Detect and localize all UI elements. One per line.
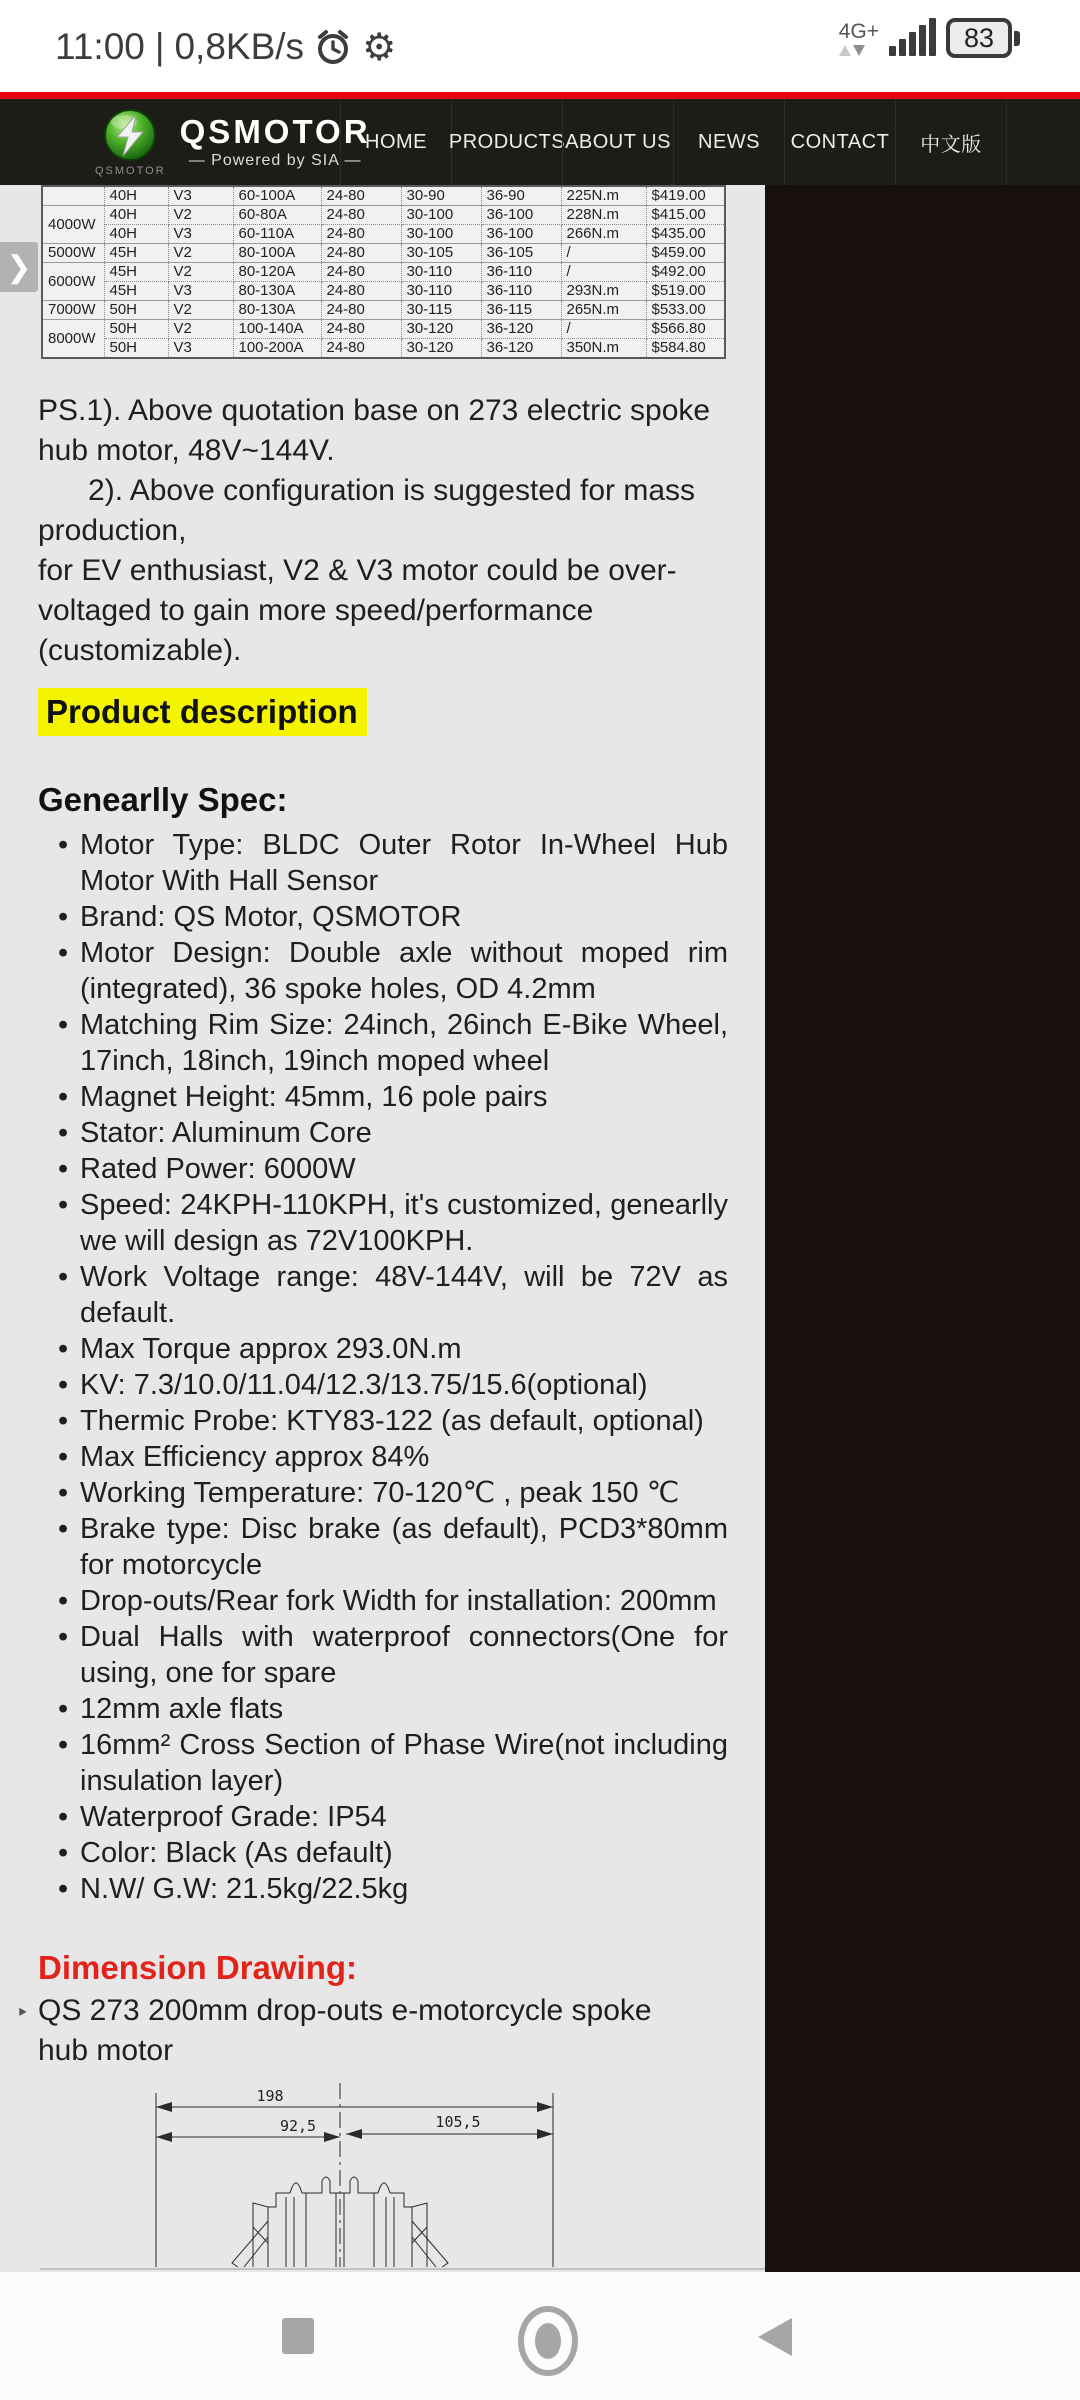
spec-item: • Motor Design: Double axle without moped rim (integrated), 36 spoke holes, OD 4.2mm: [38, 935, 728, 1007]
table-cell: 24-80: [321, 225, 401, 244]
offscreen-dark-panel: [765, 185, 1080, 2272]
hub-motor-dimension-drawing: [120, 2081, 680, 2267]
quotation-table-body: [42, 186, 725, 358]
table-cell: 266N.m: [561, 225, 646, 244]
page-bottom-edge: [40, 2268, 765, 2270]
data-traffic-arrows-icon: [839, 45, 865, 56]
table-row: [42, 282, 725, 301]
table-cell: 60-100A: [233, 186, 321, 206]
table-cell: 80-130A: [233, 301, 321, 320]
dim-right-label: 105,5: [435, 2113, 481, 2131]
spec-item: • Rated Power: 6000W: [38, 1151, 728, 1187]
network-speed: 0,8KB/s: [174, 26, 305, 67]
table-cell: 40H: [104, 186, 168, 206]
table-cell: 24-80: [321, 263, 401, 282]
dimension-drawing-heading: Dimension Drawing:: [38, 1949, 358, 1986]
settings-gear-icon: ⚙: [362, 25, 397, 69]
table-cell: V2: [168, 301, 233, 320]
table-cell: 45H: [104, 282, 168, 301]
spec-item: • Speed: 24KPH-110KPH, it's customized, genearlly we will design as 72V100KPH.: [38, 1187, 728, 1259]
back-button[interactable]: [758, 2318, 792, 2356]
table-cell: 60-80A: [233, 206, 321, 225]
table-cell: 24-80: [321, 282, 401, 301]
table-cell: $459.00: [646, 244, 725, 263]
table-cell: V2: [168, 263, 233, 282]
table-cell: 228N.m: [561, 206, 646, 225]
table-row: [42, 320, 725, 339]
table-cell: 36-105: [481, 244, 561, 263]
table-row: [42, 263, 725, 282]
table-cell-power: [42, 186, 104, 206]
table-cell: 30-105: [401, 244, 481, 263]
status-bar: [0, 0, 1080, 92]
table-cell: 36-100: [481, 206, 561, 225]
spec-item: • Dual Halls with waterproof connectors(One for using, one for spare: [38, 1619, 728, 1691]
table-cell: 30-100: [401, 225, 481, 244]
table-cell-power: 6000W: [42, 263, 104, 301]
signal-strength-icon: [889, 18, 936, 56]
spec-item: • Brand: QS Motor, QSMOTOR: [38, 899, 728, 935]
table-row: [42, 225, 725, 244]
recents-button[interactable]: [282, 2318, 314, 2354]
general-spec-heading: Genearlly Spec:: [38, 781, 288, 818]
table-cell: 24-80: [321, 186, 401, 206]
table-cell-power: 7000W: [42, 301, 104, 320]
table-cell: V2: [168, 320, 233, 339]
table-cell: $519.00: [646, 282, 725, 301]
ps-paragraph: PS.1). Above quotation base on 273 electric spoke hub motor, 48V~144V.: [38, 394, 719, 467]
table-cell: $533.00: [646, 301, 725, 320]
page-content: [0, 185, 1080, 2272]
table-cell: $419.00: [646, 186, 725, 206]
spec-item: • 16mm² Cross Section of Phase Wire(not including insulation layer): [38, 1727, 728, 1799]
table-cell: 30-100: [401, 206, 481, 225]
spec-item: • Working Temperature: 70-120℃ , peak 150 ℃: [38, 1475, 728, 1511]
table-cell: 100-200A: [233, 339, 321, 359]
table-cell: 50H: [104, 320, 168, 339]
brand-name: QSMOTOR: [179, 112, 371, 150]
spec-item: • Work Voltage range: 48V-144V, will be 72V as default.: [38, 1259, 728, 1331]
table-row: [42, 206, 725, 225]
table-cell: 265N.m: [561, 301, 646, 320]
table-row: [42, 244, 725, 263]
spec-item: • N.W/ G.W: 21.5kg/22.5kg: [38, 1871, 728, 1907]
table-cell: 24-80: [321, 206, 401, 225]
quotation-table: [41, 185, 726, 359]
spec-item: • Brake type: Disc brake (as default), PCD3*80mm for motorcycle: [38, 1511, 728, 1583]
ps-notes: [38, 391, 730, 671]
table-cell: 36-100: [481, 225, 561, 244]
table-cell: 36-115: [481, 301, 561, 320]
network-type-label: 4G+: [838, 20, 879, 43]
nav-item-about-us[interactable]: ABOUT US: [562, 99, 673, 185]
spec-list: [38, 827, 728, 1907]
table-cell: 40H: [104, 206, 168, 225]
dim-total-label: 198: [256, 2087, 284, 2105]
table-cell: 60-110A: [233, 225, 321, 244]
clock-time: 11:00: [55, 26, 145, 67]
table-cell: 45H: [104, 244, 168, 263]
table-cell: /: [561, 320, 646, 339]
table-cell: 40H: [104, 225, 168, 244]
spec-item: • Max Torque approx 293.0N.m: [38, 1331, 728, 1367]
table-cell: /: [561, 244, 646, 263]
table-cell: 80-130A: [233, 282, 321, 301]
table-cell: 50H: [104, 301, 168, 320]
table-cell: $435.00: [646, 225, 725, 244]
nav-item-中文版[interactable]: 中文版: [895, 99, 1007, 185]
android-nav-bar: [0, 2272, 1080, 2400]
table-cell: 36-120: [481, 320, 561, 339]
table-cell: $492.00: [646, 263, 725, 282]
alarm-clock-icon: [314, 28, 352, 66]
battery-level: 83: [963, 22, 995, 53]
table-cell: V3: [168, 339, 233, 359]
table-cell: 30-110: [401, 282, 481, 301]
spec-item: • Color: Black (As default): [38, 1835, 728, 1871]
accent-divider: [0, 92, 1080, 99]
table-cell: $566.80: [646, 320, 725, 339]
table-cell: 24-80: [321, 320, 401, 339]
table-cell: 225N.m: [561, 186, 646, 206]
nav-item-news[interactable]: NEWS: [673, 99, 784, 185]
spec-item: • Waterproof Grade: IP54: [38, 1799, 728, 1835]
qsmotor-logo-icon: [103, 108, 157, 164]
table-cell: 293N.m: [561, 282, 646, 301]
brand-tagline: — Powered by SIA —: [188, 151, 362, 169]
spec-item: • Stator: Aluminum Core: [38, 1115, 728, 1151]
nav-item-home[interactable]: HOME: [340, 99, 451, 185]
ps-paragraph: 2). Above configuration is suggested for mass production,: [38, 474, 704, 547]
table-cell: V2: [168, 206, 233, 225]
table-cell-power: 4000W: [42, 206, 104, 244]
table-cell: V3: [168, 282, 233, 301]
logo-caption: QSMOTOR: [95, 164, 166, 177]
table-cell: V3: [168, 225, 233, 244]
spec-item: • Motor Type: BLDC Outer Rotor In-Wheel Hub Motor With Hall Sensor: [38, 827, 728, 899]
table-cell: 36-110: [481, 263, 561, 282]
table-row: [42, 339, 725, 359]
table-cell: 30-90: [401, 186, 481, 206]
table-cell: 36-110: [481, 282, 561, 301]
table-cell: $584.80: [646, 339, 725, 359]
slide-out-chevron-button[interactable]: ❯: [0, 242, 38, 292]
table-cell: $415.00: [646, 206, 725, 225]
nav-item-products[interactable]: PRODUCTS: [451, 99, 562, 185]
battery-icon: [946, 18, 1020, 58]
spec-item: • Drop-outs/Rear fork Width for installation: 200mm: [38, 1583, 728, 1619]
spec-item: • Magnet Height: 45mm, 16 pole pairs: [38, 1079, 728, 1115]
site-navbar: [0, 99, 1080, 185]
table-cell: 30-115: [401, 301, 481, 320]
table-cell: 24-80: [321, 339, 401, 359]
table-row: [42, 186, 725, 206]
table-cell: 80-120A: [233, 263, 321, 282]
dimension-drawing-item: ‣ QS 273 200mm drop-outs e-motorcycle spoke hub motor: [38, 1991, 658, 2071]
ps-paragraph: for EV enthusiast, V2 & V3 motor could be over-voltaged to gain more speed/performance (customizable).: [38, 554, 677, 667]
table-cell: 24-80: [321, 301, 401, 320]
table-cell: 36-90: [481, 186, 561, 206]
table-cell: 100-140A: [233, 320, 321, 339]
table-cell: 30-110: [401, 263, 481, 282]
status-divider: |: [154, 26, 165, 67]
home-button[interactable]: [518, 2306, 578, 2376]
dim-left-label: 92,5: [279, 2117, 317, 2135]
table-cell: 36-120: [481, 339, 561, 359]
nav-item-contact[interactable]: CONTACT: [784, 99, 895, 185]
product-description-heading: Product description: [38, 693, 367, 731]
table-cell: 24-80: [321, 244, 401, 263]
table-cell: 45H: [104, 263, 168, 282]
table-cell: 30-120: [401, 339, 481, 359]
spec-item: • Max Efficiency approx 84%: [38, 1439, 728, 1475]
nav-menu: [340, 99, 1007, 185]
table-cell: /: [561, 263, 646, 282]
spec-item: • Matching Rim Size: 24inch, 26inch E-Bike Wheel, 17inch, 18inch, 19inch moped wheel: [38, 1007, 728, 1079]
table-row: [42, 301, 725, 320]
table-cell: V2: [168, 244, 233, 263]
brand-logo[interactable]: [0, 99, 371, 185]
table-cell: V3: [168, 186, 233, 206]
table-cell: 350N.m: [561, 339, 646, 359]
table-cell-power: 8000W: [42, 320, 104, 359]
spec-item: • 12mm axle flats: [38, 1691, 728, 1727]
table-cell-power: 5000W: [42, 244, 104, 263]
spec-item: • KV: 7.3/10.0/11.04/12.3/13.75/15.6(optional): [38, 1367, 728, 1403]
table-cell: 30-120: [401, 320, 481, 339]
spec-item: • Thermic Probe: KTY83-122 (as default, optional): [38, 1403, 728, 1439]
table-cell: 50H: [104, 339, 168, 359]
table-cell: 80-100A: [233, 244, 321, 263]
